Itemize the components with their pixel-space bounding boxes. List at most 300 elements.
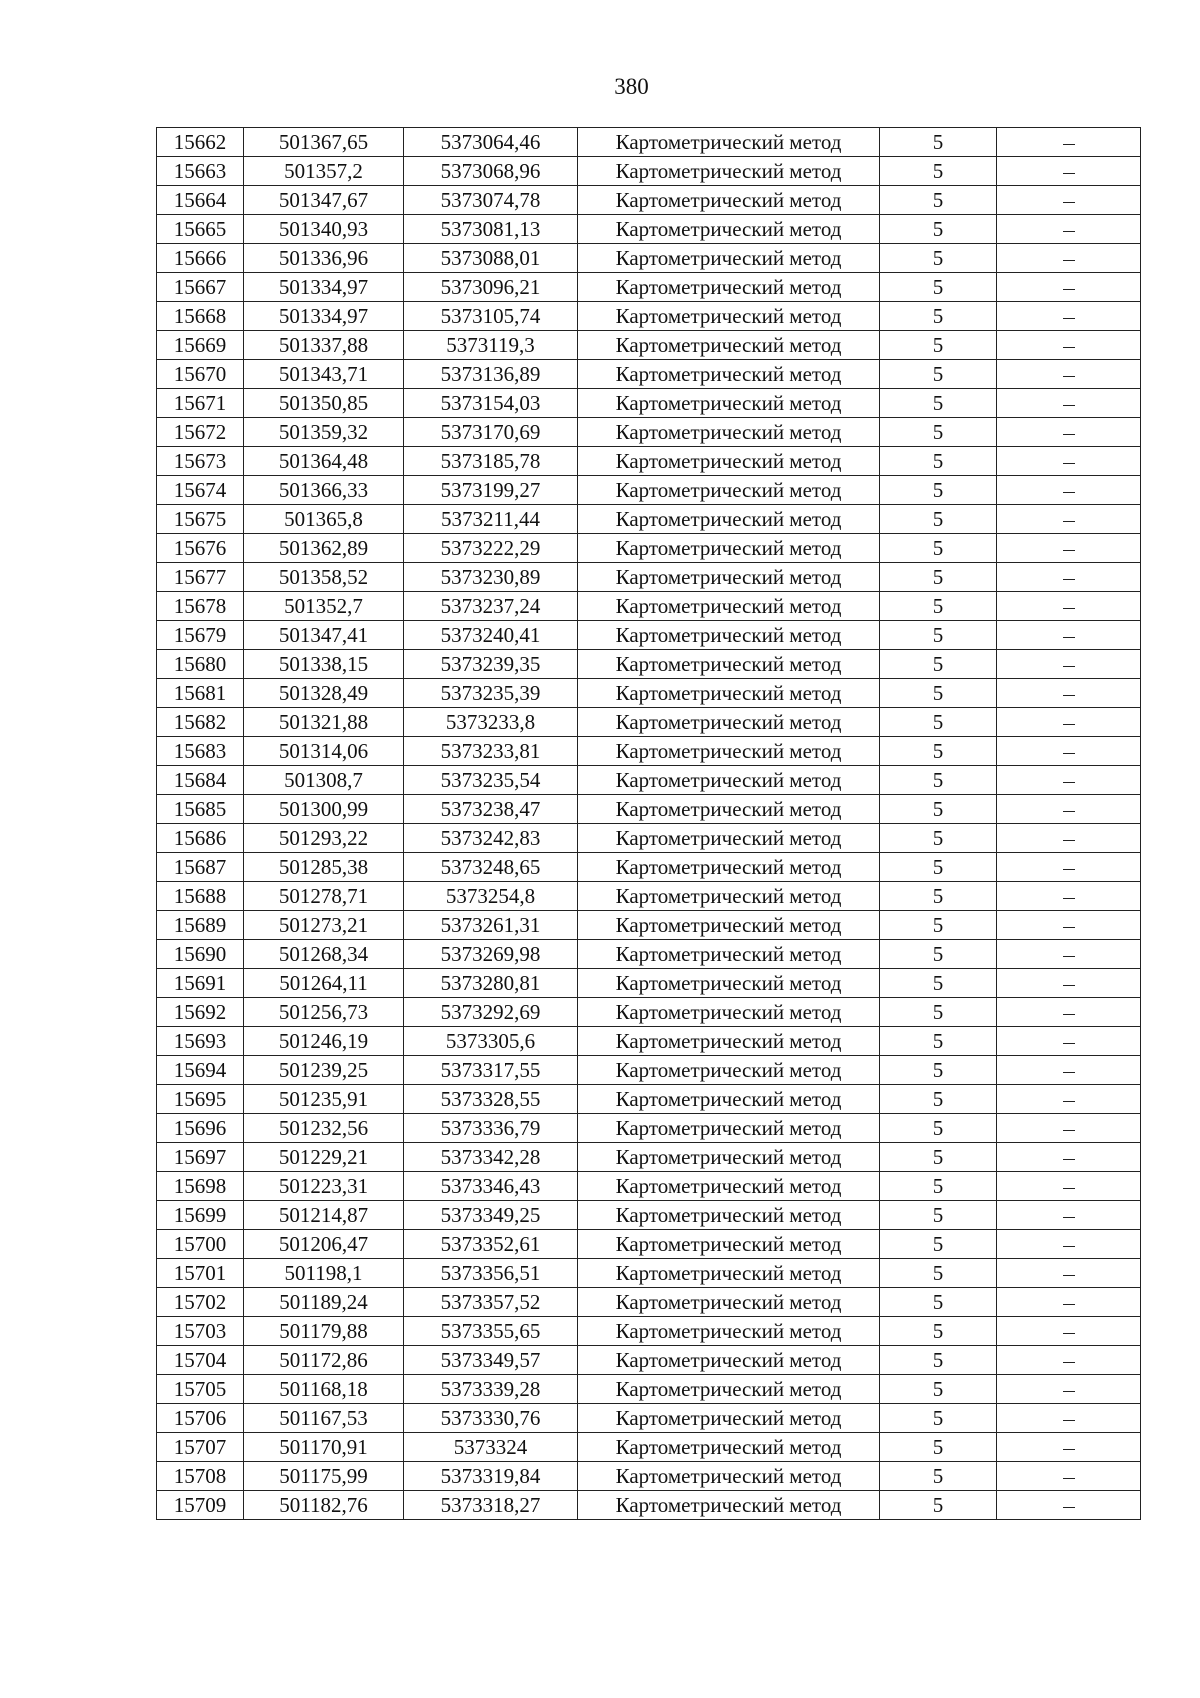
y-coordinate-cell: 5373248,65 — [404, 853, 578, 882]
accuracy-cell: 5 — [880, 1172, 997, 1201]
point-number-cell: 15689 — [157, 911, 244, 940]
y-coordinate-cell: 5373105,74 — [404, 302, 578, 331]
coordinates-table-body — [157, 128, 1141, 1520]
dash-mark — [1063, 1217, 1075, 1218]
method-cell: Картометрический метод — [578, 534, 880, 563]
x-coordinate-cell: 501256,73 — [244, 998, 404, 1027]
dash-mark — [1063, 521, 1075, 522]
x-coordinate-cell: 501328,49 — [244, 679, 404, 708]
point-number-cell: 15672 — [157, 418, 244, 447]
table-row — [157, 447, 1141, 476]
accuracy-cell: 5 — [880, 1114, 997, 1143]
table-row — [157, 186, 1141, 215]
description-cell — [997, 650, 1141, 679]
method-cell: Картометрический метод — [578, 708, 880, 737]
dash-mark — [1063, 782, 1075, 783]
y-coordinate-cell: 5373235,54 — [404, 766, 578, 795]
accuracy-cell: 5 — [880, 186, 997, 215]
y-coordinate-cell: 5373269,98 — [404, 940, 578, 969]
accuracy-cell: 5 — [880, 650, 997, 679]
table-row — [157, 215, 1141, 244]
x-coordinate-cell: 501168,18 — [244, 1375, 404, 1404]
y-coordinate-cell: 5373233,81 — [404, 737, 578, 766]
y-coordinate-cell: 5373170,69 — [404, 418, 578, 447]
table-row — [157, 505, 1141, 534]
y-coordinate-cell: 5373328,55 — [404, 1085, 578, 1114]
table-row — [157, 1259, 1141, 1288]
method-cell: Картометрический метод — [578, 1404, 880, 1433]
method-cell: Картометрический метод — [578, 157, 880, 186]
x-coordinate-cell: 501293,22 — [244, 824, 404, 853]
point-number-cell: 15690 — [157, 940, 244, 969]
point-number-cell: 15683 — [157, 737, 244, 766]
dash-mark — [1063, 1246, 1075, 1247]
description-cell — [997, 795, 1141, 824]
point-number-cell: 15702 — [157, 1288, 244, 1317]
dash-mark — [1063, 1072, 1075, 1073]
dash-mark — [1063, 1159, 1075, 1160]
point-number-cell: 15707 — [157, 1433, 244, 1462]
accuracy-cell: 5 — [880, 1259, 997, 1288]
x-coordinate-cell: 501367,65 — [244, 128, 404, 157]
accuracy-cell: 5 — [880, 621, 997, 650]
point-number-cell: 15692 — [157, 998, 244, 1027]
y-coordinate-cell: 5373349,57 — [404, 1346, 578, 1375]
table-row — [157, 389, 1141, 418]
y-coordinate-cell: 5373254,8 — [404, 882, 578, 911]
x-coordinate-cell: 501334,97 — [244, 302, 404, 331]
method-cell: Картометрический метод — [578, 186, 880, 215]
description-cell — [997, 737, 1141, 766]
method-cell: Картометрический метод — [578, 1317, 880, 1346]
table-row — [157, 1172, 1141, 1201]
accuracy-cell: 5 — [880, 1317, 997, 1346]
method-cell: Картометрический метод — [578, 302, 880, 331]
x-coordinate-cell: 501232,56 — [244, 1114, 404, 1143]
dash-mark — [1063, 840, 1075, 841]
table-row — [157, 1404, 1141, 1433]
accuracy-cell: 5 — [880, 1491, 997, 1520]
x-coordinate-cell: 501336,96 — [244, 244, 404, 273]
point-number-cell: 15671 — [157, 389, 244, 418]
table-row — [157, 1230, 1141, 1259]
description-cell — [997, 708, 1141, 737]
point-number-cell: 15681 — [157, 679, 244, 708]
description-cell — [997, 534, 1141, 563]
description-cell — [997, 853, 1141, 882]
dash-mark — [1063, 956, 1075, 957]
dash-mark — [1063, 144, 1075, 145]
point-number-cell: 15695 — [157, 1085, 244, 1114]
table-row — [157, 911, 1141, 940]
point-number-cell: 15662 — [157, 128, 244, 157]
point-number-cell: 15703 — [157, 1317, 244, 1346]
x-coordinate-cell: 501308,7 — [244, 766, 404, 795]
y-coordinate-cell: 5373352,61 — [404, 1230, 578, 1259]
table-row — [157, 1462, 1141, 1491]
point-number-cell: 15666 — [157, 244, 244, 273]
table-row — [157, 679, 1141, 708]
x-coordinate-cell: 501358,52 — [244, 563, 404, 592]
y-coordinate-cell: 5373355,65 — [404, 1317, 578, 1346]
table-row — [157, 882, 1141, 911]
description-cell — [997, 1317, 1141, 1346]
point-number-cell: 15673 — [157, 447, 244, 476]
point-number-cell: 15667 — [157, 273, 244, 302]
description-cell — [997, 1346, 1141, 1375]
description-cell — [997, 1056, 1141, 1085]
dash-mark — [1063, 1333, 1075, 1334]
y-coordinate-cell: 5373185,78 — [404, 447, 578, 476]
table-row — [157, 563, 1141, 592]
point-number-cell: 15705 — [157, 1375, 244, 1404]
y-coordinate-cell: 5373280,81 — [404, 969, 578, 998]
y-coordinate-cell: 5373356,51 — [404, 1259, 578, 1288]
method-cell: Картометрический метод — [578, 360, 880, 389]
table-row — [157, 766, 1141, 795]
dash-mark — [1063, 1507, 1075, 1508]
description-cell — [997, 592, 1141, 621]
table-row — [157, 1317, 1141, 1346]
table-row — [157, 1346, 1141, 1375]
dash-mark — [1063, 927, 1075, 928]
description-cell — [997, 505, 1141, 534]
point-number-cell: 15668 — [157, 302, 244, 331]
dash-mark — [1063, 405, 1075, 406]
dash-mark — [1063, 1420, 1075, 1421]
method-cell: Картометрический метод — [578, 389, 880, 418]
x-coordinate-cell: 501359,32 — [244, 418, 404, 447]
x-coordinate-cell: 501246,19 — [244, 1027, 404, 1056]
dash-mark — [1063, 637, 1075, 638]
accuracy-cell: 5 — [880, 1462, 997, 1491]
x-coordinate-cell: 501300,99 — [244, 795, 404, 824]
dash-mark — [1063, 608, 1075, 609]
point-number-cell: 15698 — [157, 1172, 244, 1201]
accuracy-cell: 5 — [880, 708, 997, 737]
dash-mark — [1063, 260, 1075, 261]
method-cell: Картометрический метод — [578, 882, 880, 911]
method-cell: Картометрический метод — [578, 563, 880, 592]
accuracy-cell: 5 — [880, 969, 997, 998]
dash-mark — [1063, 1449, 1075, 1450]
accuracy-cell: 5 — [880, 447, 997, 476]
dash-mark — [1063, 492, 1075, 493]
accuracy-cell: 5 — [880, 273, 997, 302]
table-row — [157, 476, 1141, 505]
x-coordinate-cell: 501278,71 — [244, 882, 404, 911]
dash-mark — [1063, 753, 1075, 754]
point-number-cell: 15685 — [157, 795, 244, 824]
table-row — [157, 418, 1141, 447]
table-row — [157, 1491, 1141, 1520]
dash-mark — [1063, 1391, 1075, 1392]
x-coordinate-cell: 501364,48 — [244, 447, 404, 476]
x-coordinate-cell: 501366,33 — [244, 476, 404, 505]
table-row — [157, 157, 1141, 186]
table-row — [157, 824, 1141, 853]
table-row — [157, 1433, 1141, 1462]
dash-mark — [1063, 1362, 1075, 1363]
y-coordinate-cell: 5373230,89 — [404, 563, 578, 592]
description-cell — [997, 911, 1141, 940]
y-coordinate-cell: 5373239,35 — [404, 650, 578, 679]
accuracy-cell: 5 — [880, 1346, 997, 1375]
y-coordinate-cell: 5373222,29 — [404, 534, 578, 563]
table-row — [157, 302, 1141, 331]
coordinates-table — [156, 127, 1141, 1520]
accuracy-cell: 5 — [880, 940, 997, 969]
description-cell — [997, 882, 1141, 911]
description-cell — [997, 418, 1141, 447]
description-cell — [997, 1433, 1141, 1462]
table-row — [157, 853, 1141, 882]
x-coordinate-cell: 501179,88 — [244, 1317, 404, 1346]
method-cell: Картометрический метод — [578, 911, 880, 940]
point-number-cell: 15675 — [157, 505, 244, 534]
point-number-cell: 15704 — [157, 1346, 244, 1375]
table-row — [157, 592, 1141, 621]
point-number-cell: 15679 — [157, 621, 244, 650]
description-cell — [997, 1085, 1141, 1114]
table-row — [157, 1375, 1141, 1404]
method-cell: Картометрический метод — [578, 1433, 880, 1462]
description-cell — [997, 998, 1141, 1027]
method-cell: Картометрический метод — [578, 128, 880, 157]
x-coordinate-cell: 501334,97 — [244, 273, 404, 302]
accuracy-cell: 5 — [880, 1433, 997, 1462]
description-cell — [997, 1259, 1141, 1288]
dash-mark — [1063, 579, 1075, 580]
dash-mark — [1063, 1188, 1075, 1189]
method-cell: Картометрический метод — [578, 1230, 880, 1259]
description-cell — [997, 824, 1141, 853]
description-cell — [997, 157, 1141, 186]
table-row — [157, 128, 1141, 157]
y-coordinate-cell: 5373342,28 — [404, 1143, 578, 1172]
point-number-cell: 15696 — [157, 1114, 244, 1143]
dash-mark — [1063, 550, 1075, 551]
table-row — [157, 1201, 1141, 1230]
accuracy-cell: 5 — [880, 911, 997, 940]
x-coordinate-cell: 501350,85 — [244, 389, 404, 418]
x-coordinate-cell: 501352,7 — [244, 592, 404, 621]
method-cell: Картометрический метод — [578, 737, 880, 766]
accuracy-cell: 5 — [880, 244, 997, 273]
y-coordinate-cell: 5373240,41 — [404, 621, 578, 650]
dash-mark — [1063, 1014, 1075, 1015]
y-coordinate-cell: 5373346,43 — [404, 1172, 578, 1201]
description-cell — [997, 766, 1141, 795]
dash-mark — [1063, 289, 1075, 290]
description-cell — [997, 679, 1141, 708]
accuracy-cell: 5 — [880, 1375, 997, 1404]
point-number-cell: 15699 — [157, 1201, 244, 1230]
dash-mark — [1063, 1478, 1075, 1479]
description-cell — [997, 244, 1141, 273]
accuracy-cell: 5 — [880, 534, 997, 563]
x-coordinate-cell: 501321,88 — [244, 708, 404, 737]
x-coordinate-cell: 501223,31 — [244, 1172, 404, 1201]
y-coordinate-cell: 5373233,8 — [404, 708, 578, 737]
method-cell: Картометрический метод — [578, 273, 880, 302]
x-coordinate-cell: 501314,06 — [244, 737, 404, 766]
method-cell: Картометрический метод — [578, 1027, 880, 1056]
dash-mark — [1063, 869, 1075, 870]
accuracy-cell: 5 — [880, 679, 997, 708]
point-number-cell: 15676 — [157, 534, 244, 563]
description-cell — [997, 1288, 1141, 1317]
y-coordinate-cell: 5373292,69 — [404, 998, 578, 1027]
y-coordinate-cell: 5373211,44 — [404, 505, 578, 534]
accuracy-cell: 5 — [880, 592, 997, 621]
accuracy-cell: 5 — [880, 476, 997, 505]
description-cell — [997, 1404, 1141, 1433]
dash-mark — [1063, 985, 1075, 986]
x-coordinate-cell: 501175,99 — [244, 1462, 404, 1491]
method-cell: Картометрический метод — [578, 1491, 880, 1520]
description-cell — [997, 1027, 1141, 1056]
accuracy-cell: 5 — [880, 563, 997, 592]
method-cell: Картометрический метод — [578, 244, 880, 273]
method-cell: Картометрический метод — [578, 1375, 880, 1404]
y-coordinate-cell: 5373324 — [404, 1433, 578, 1462]
description-cell — [997, 128, 1141, 157]
accuracy-cell: 5 — [880, 128, 997, 157]
table-row — [157, 737, 1141, 766]
table-row — [157, 708, 1141, 737]
description-cell — [997, 1491, 1141, 1520]
description-cell — [997, 940, 1141, 969]
dash-mark — [1063, 666, 1075, 667]
method-cell: Картометрический метод — [578, 1346, 880, 1375]
x-coordinate-cell: 501235,91 — [244, 1085, 404, 1114]
y-coordinate-cell: 5373349,25 — [404, 1201, 578, 1230]
y-coordinate-cell: 5373068,96 — [404, 157, 578, 186]
y-coordinate-cell: 5373088,01 — [404, 244, 578, 273]
description-cell — [997, 302, 1141, 331]
point-number-cell: 15694 — [157, 1056, 244, 1085]
accuracy-cell: 5 — [880, 1143, 997, 1172]
x-coordinate-cell: 501268,34 — [244, 940, 404, 969]
point-number-cell: 15706 — [157, 1404, 244, 1433]
point-number-cell: 15678 — [157, 592, 244, 621]
x-coordinate-cell: 501357,2 — [244, 157, 404, 186]
description-cell — [997, 273, 1141, 302]
accuracy-cell: 5 — [880, 998, 997, 1027]
x-coordinate-cell: 501172,86 — [244, 1346, 404, 1375]
description-cell — [997, 563, 1141, 592]
table-row — [157, 244, 1141, 273]
x-coordinate-cell: 501343,71 — [244, 360, 404, 389]
y-coordinate-cell: 5373199,27 — [404, 476, 578, 505]
y-coordinate-cell: 5373261,31 — [404, 911, 578, 940]
table-row — [157, 1056, 1141, 1085]
y-coordinate-cell: 5373081,13 — [404, 215, 578, 244]
table-row — [157, 1288, 1141, 1317]
x-coordinate-cell: 501239,25 — [244, 1056, 404, 1085]
y-coordinate-cell: 5373357,52 — [404, 1288, 578, 1317]
method-cell: Картометрический метод — [578, 650, 880, 679]
method-cell: Картометрический метод — [578, 1172, 880, 1201]
accuracy-cell: 5 — [880, 1230, 997, 1259]
x-coordinate-cell: 501264,11 — [244, 969, 404, 998]
y-coordinate-cell: 5373235,39 — [404, 679, 578, 708]
accuracy-cell: 5 — [880, 360, 997, 389]
dash-mark — [1063, 1130, 1075, 1131]
dash-mark — [1063, 1304, 1075, 1305]
x-coordinate-cell: 501189,24 — [244, 1288, 404, 1317]
y-coordinate-cell: 5373136,89 — [404, 360, 578, 389]
table-row — [157, 650, 1141, 679]
y-coordinate-cell: 5373319,84 — [404, 1462, 578, 1491]
table-row — [157, 331, 1141, 360]
method-cell: Картометрический метод — [578, 476, 880, 505]
description-cell — [997, 331, 1141, 360]
method-cell: Картометрический метод — [578, 447, 880, 476]
y-coordinate-cell: 5373336,79 — [404, 1114, 578, 1143]
method-cell: Картометрический метод — [578, 331, 880, 360]
point-number-cell: 15669 — [157, 331, 244, 360]
y-coordinate-cell: 5373305,6 — [404, 1027, 578, 1056]
point-number-cell: 15680 — [157, 650, 244, 679]
x-coordinate-cell: 501340,93 — [244, 215, 404, 244]
point-number-cell: 15691 — [157, 969, 244, 998]
description-cell — [997, 1172, 1141, 1201]
method-cell: Картометрический метод — [578, 592, 880, 621]
x-coordinate-cell: 501182,76 — [244, 1491, 404, 1520]
table-row — [157, 969, 1141, 998]
table-row — [157, 273, 1141, 302]
method-cell: Картометрический метод — [578, 853, 880, 882]
y-coordinate-cell: 5373242,83 — [404, 824, 578, 853]
dash-mark — [1063, 898, 1075, 899]
point-number-cell: 15664 — [157, 186, 244, 215]
x-coordinate-cell: 501347,67 — [244, 186, 404, 215]
dash-mark — [1063, 318, 1075, 319]
table-row — [157, 360, 1141, 389]
accuracy-cell: 5 — [880, 389, 997, 418]
accuracy-cell: 5 — [880, 157, 997, 186]
method-cell: Картометрический метод — [578, 766, 880, 795]
description-cell — [997, 1462, 1141, 1491]
method-cell: Картометрический метод — [578, 418, 880, 447]
point-number-cell: 15688 — [157, 882, 244, 911]
x-coordinate-cell: 501229,21 — [244, 1143, 404, 1172]
accuracy-cell: 5 — [880, 824, 997, 853]
accuracy-cell: 5 — [880, 418, 997, 447]
table-row — [157, 998, 1141, 1027]
x-coordinate-cell: 501338,15 — [244, 650, 404, 679]
x-coordinate-cell: 501362,89 — [244, 534, 404, 563]
dash-mark — [1063, 1275, 1075, 1276]
method-cell: Картометрический метод — [578, 998, 880, 1027]
method-cell: Картометрический метод — [578, 824, 880, 853]
accuracy-cell: 5 — [880, 795, 997, 824]
method-cell: Картометрический метод — [578, 1259, 880, 1288]
description-cell — [997, 621, 1141, 650]
accuracy-cell: 5 — [880, 882, 997, 911]
accuracy-cell: 5 — [880, 766, 997, 795]
accuracy-cell: 5 — [880, 853, 997, 882]
description-cell — [997, 1201, 1141, 1230]
dash-mark — [1063, 695, 1075, 696]
x-coordinate-cell: 501170,91 — [244, 1433, 404, 1462]
description-cell — [997, 1375, 1141, 1404]
method-cell: Картометрический метод — [578, 795, 880, 824]
method-cell: Картометрический метод — [578, 1085, 880, 1114]
dash-mark — [1063, 1101, 1075, 1102]
